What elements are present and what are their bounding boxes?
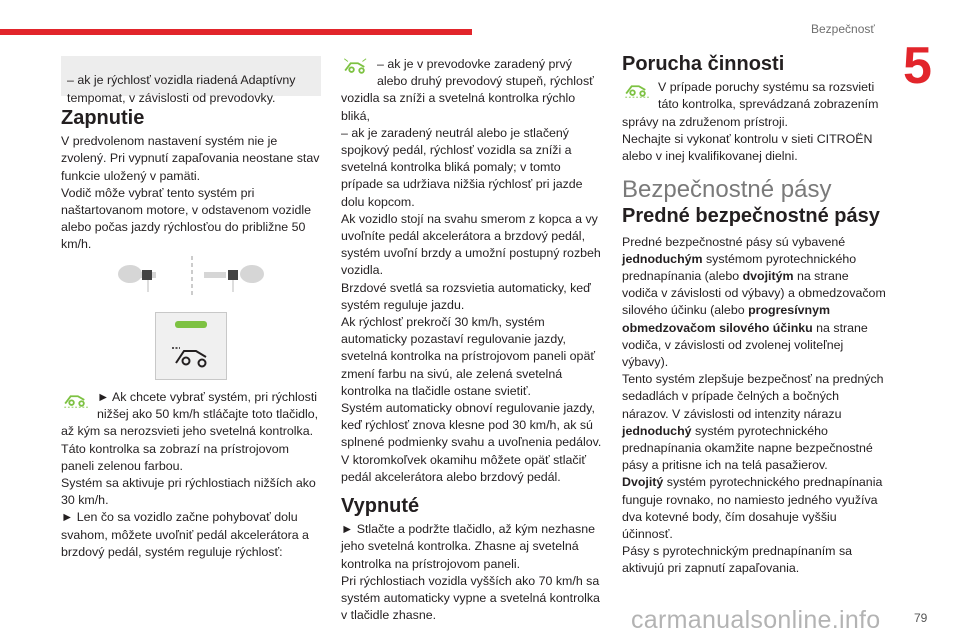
hill-descent-button-icon (155, 312, 227, 380)
paragraph: V predvolenom nastavení systém nie je zvolený. Pri vypnutí zapaľovania neostane stav funkcie uložený v pamäti. (61, 134, 320, 183)
paragraph: Nechajte si vykonať kontrolu v sieti CITROËN alebo v inej kvalifikovanej dielni. (622, 131, 873, 164)
paragraph (622, 371, 886, 474)
section-title: Bezpečnosť (811, 22, 875, 36)
paragraph: Pásy s pyrotechnickým prednapínaním sa aktivujú pri zapnutí zapaľovania. (622, 544, 853, 576)
column-1 (61, 107, 323, 254)
paragraph: Systém automaticky obnoví regulovanie jazdy, keď rýchlosť znova klesne pod 30 km/h, ak sú splnené podmienky svahu a uvoľnenia pedálov. (341, 401, 602, 450)
fault-indicator-icon (622, 79, 654, 99)
column-2 (341, 56, 605, 625)
paragraph: V ktoromkoľvek okamihu môžete opäť stlačiť pedál akcelerátora alebo brzdový pedál. (341, 452, 586, 484)
watermark: carmanualsonline.info (631, 606, 881, 634)
paragraph: Brzdové svetlá sa rozsvietia automaticky, keď systém reguluje jazdu. (341, 280, 591, 312)
paragraph (622, 474, 886, 543)
text: na strane vodiča, v závislosti od zvolenej voliteľnej výbavy). (622, 320, 868, 370)
bold-text: jednoduchým (622, 251, 703, 266)
paragraph: ► Len čo sa vozidlo začne pohybovať dolu svahom, môžete uvoľniť pedál akcelerátora a brzdový pedál, systém reguluje rýchlosť: (61, 510, 309, 559)
paragraph: Systém sa aktivuje pri rýchlostiach nižších ako 30 km/h. (61, 476, 316, 508)
bold-text: dvojitým (742, 269, 794, 284)
column-3 (622, 53, 886, 578)
subheading-predne-pasy: Predné bezpečnostné pásy (622, 205, 880, 228)
steering-wheel-icon (118, 265, 156, 292)
accent-bar (0, 29, 472, 35)
bold-text: progresívnym obmedzovačom silového účinku (622, 303, 831, 335)
text: systém pyrotechnického prednapínania funguje rovnako, no namiesto jedného využíva dva kotevné body, čím dosahuje vyššiu účinnosť. (622, 475, 883, 542)
hill-descent-indicator-icon (341, 56, 373, 76)
paragraph: Ak vozidlo stojí na svahu smerom z kopca a vy uvoľníte pedál akcelerátora a brzdový pedál, systém uvoľní brzdy a umožní postupný rozbeh vozidla. (341, 211, 601, 278)
paragraph (622, 234, 886, 372)
paragraph: Vodič môže vybrať tento systém pri naštartovanom motore, v odstavenom vozidle alebo počas jazdy rýchlosťou do približne 50 km/h. (61, 185, 312, 252)
chapter-number: 5 (903, 37, 932, 95)
paragraph: ► Stlačte a podržte tlačidlo, až kým nezhasne jeho svetelná kontrolka. Zhasne aj svetelná kontrolka na prístrojovom paneli. (341, 522, 596, 571)
hill-descent-indicator-icon (61, 389, 93, 409)
paragraph: Pri rýchlostiach vozidla vyšších ako 70 km/h sa systém automaticky vypne a svetelná kontrolka v tlačidle zhasne. (341, 573, 600, 623)
page-number: 79 (914, 611, 928, 625)
section-heading-pasy: Bezpečnostné pásy (622, 176, 832, 204)
column-1-lower (61, 389, 323, 561)
paragraph: ► Ak chcete vybrať systém, pri rýchlosti nižšej ako 50 km/h stláčajte toto tlačidlo, až kým sa nerozsvieti jeho svetelná kontrolka. Táto kontrolka sa zobrazí na prístrojovom paneli zelenou farbou. (61, 390, 319, 473)
paragraph: V prípade poruchy systému sa rozsvieti táto kontrolka, sprevádzaná zobrazením správy na združenom prístroji. (622, 80, 879, 129)
text: systém pyrotechnického prednapínania okamžite napne bezpečnostné pásy a pritisne ich na telá pasažierov. (622, 423, 873, 473)
note-text: – ak je rýchlosť vozidla riadená Adaptívny tempomat, v závislosti od prevodovky. (67, 73, 296, 105)
note-box (61, 56, 321, 105)
list-item: – ak je zaradený neutrál alebo je stlačený spojkový pedál, rýchlosť vozidla sa zníži a svetelná kontrolka bliká pomaly; v tomto prípade sa udržiava nižšia rýchlosť pri jazde dolu kopcom. (341, 125, 583, 209)
steering-illustration (112, 254, 272, 298)
text: na strane vodiča v závislosti od výbavy) a obmedzovačom silového účinku (alebo (622, 269, 886, 318)
text: Tento systém zlepšuje bezpečnosť na predných sedadlách v prípade čelných a bočných nárazov. V závislosti od intenzity nárazu (622, 372, 884, 421)
bold-text: jednoduchý (622, 423, 692, 438)
paragraph: Ak rýchlosť prekročí 30 km/h, systém automaticky pozastaví regulovanie jazdy, svetelná kontrolka na prístrojovom paneli opäť zmení farbu na sivú, ale zelená svetelná kontrolka na tlačidle ostane svietiť. (341, 315, 595, 398)
steering-wheel-icon (204, 265, 264, 292)
text: systémom pyrotechnického prednapínania (alebo (622, 251, 857, 284)
heading-zapnutie: Zapnutie (61, 107, 145, 129)
heading-vypnute: Vypnuté (341, 495, 420, 518)
bold-text: Dvojitý (622, 475, 664, 490)
text: Predné bezpečnostné pásy sú vybavené (622, 234, 846, 249)
list-item: – ak je v prevodovke zaradený prvý alebo druhý prevodový stupeň, rýchlosť vozidla sa zníži a svetelná kontrolka rýchlo bliká, (341, 57, 594, 123)
heading-porucha: Porucha činnosti (622, 53, 785, 75)
